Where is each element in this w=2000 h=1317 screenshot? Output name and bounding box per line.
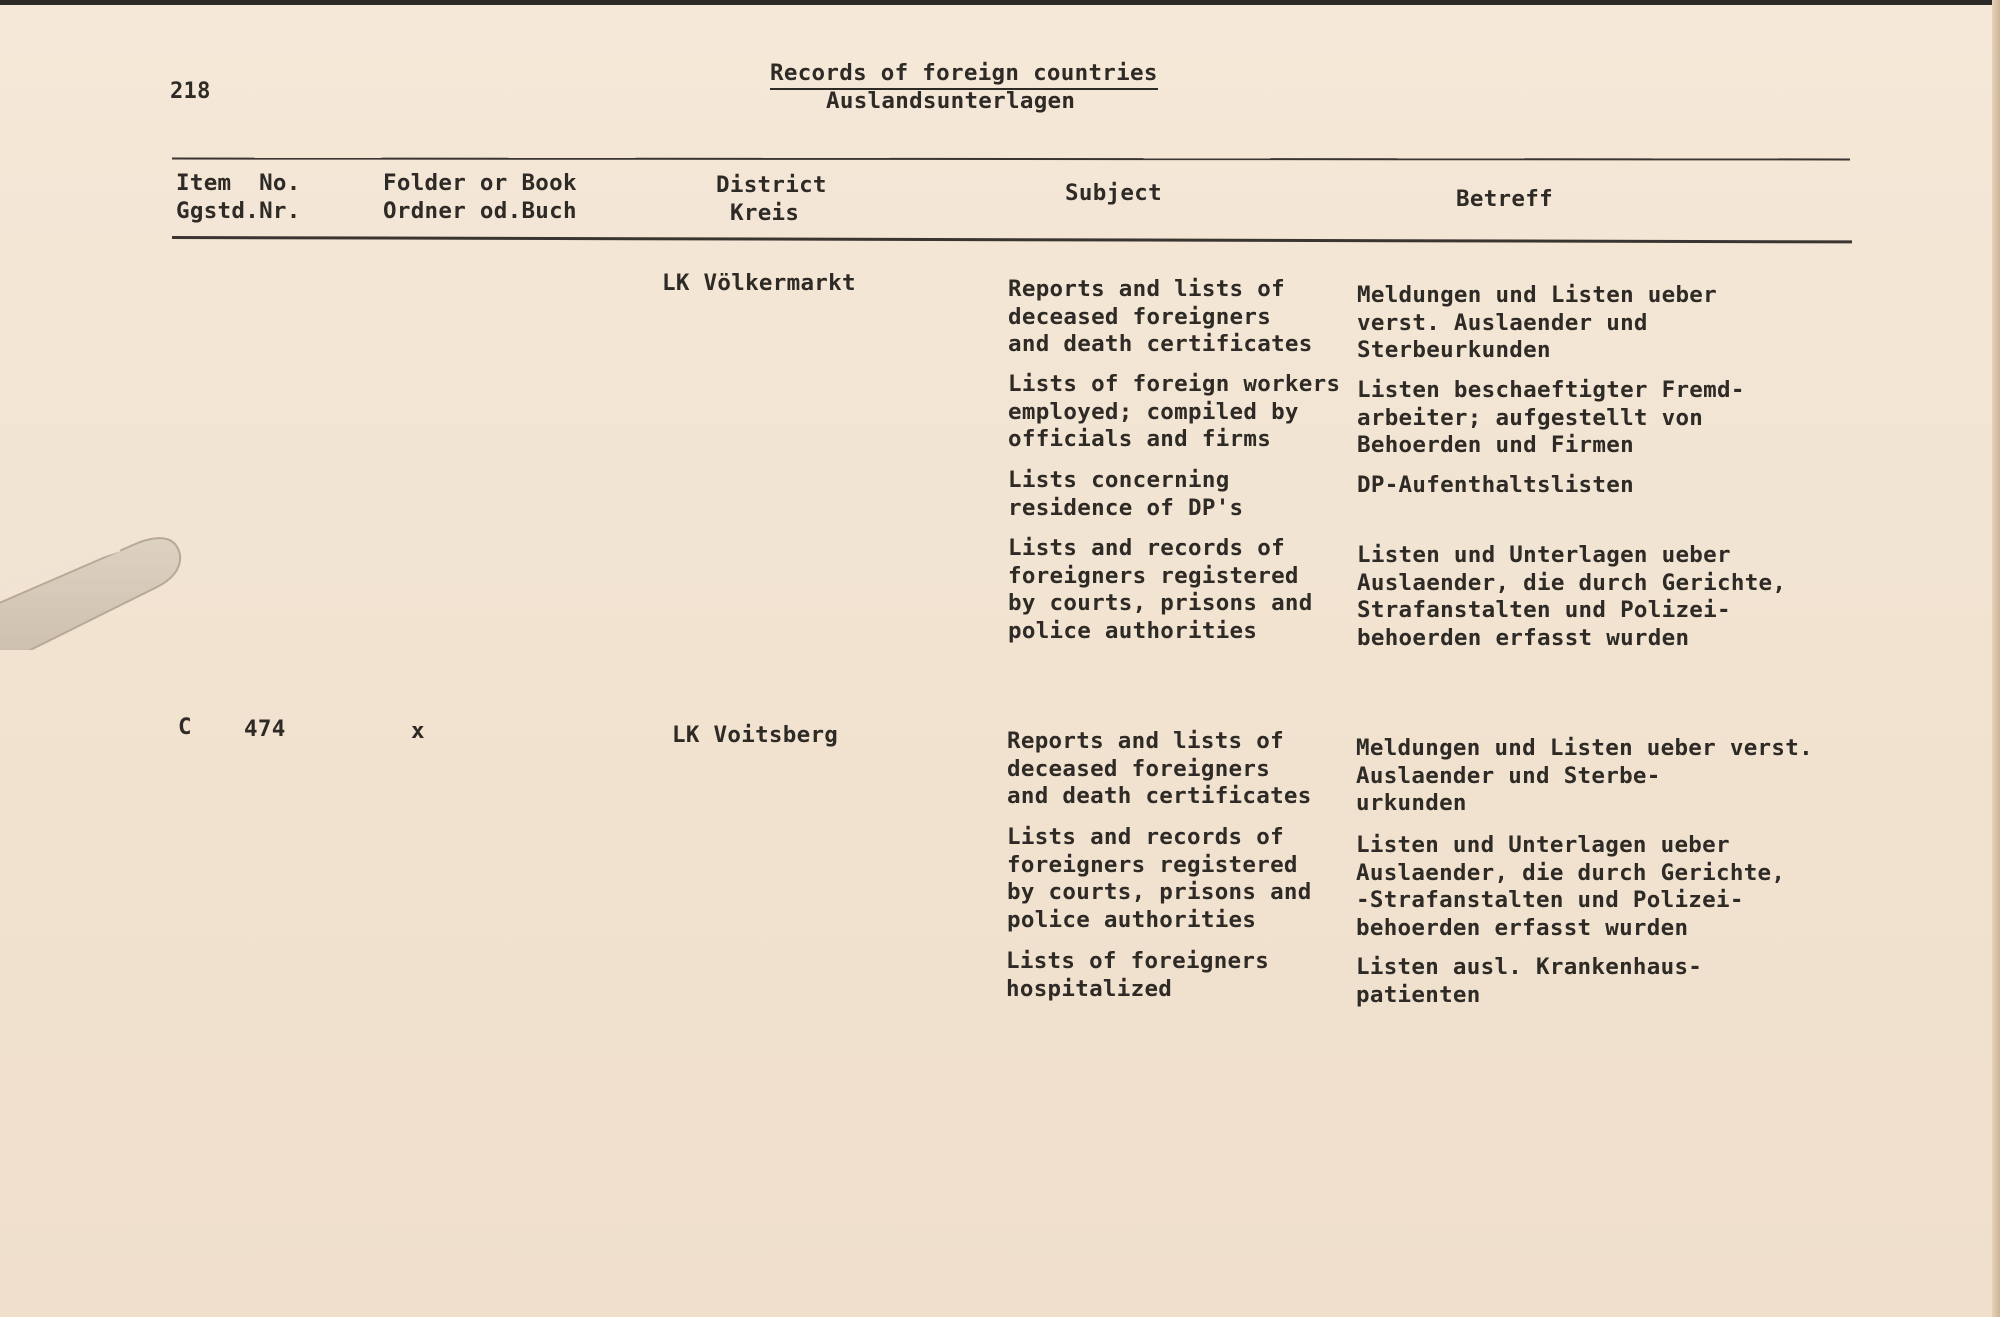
subject-cell: Reports and lists of deceased foreigners and death certificates xyxy=(1007,728,1312,809)
betreff-cell: Listen und Unterlagen ueber Auslaender, die durch Gerichte, Strafanstalten und Polizei- behoerden erfasst wurden xyxy=(1357,542,1787,651)
subject-cell: Lists of foreigners hospitalized xyxy=(1006,948,1270,1002)
district-cell: LK Völkermarkt xyxy=(662,270,856,296)
subject-cell: Lists and records of foreigners registered by courts, prisons and police authorities xyxy=(1008,535,1313,644)
page-title: Records of foreign countries xyxy=(770,60,1158,90)
clip-shadow-graphic xyxy=(0,530,240,650)
district-cell: LK Voitsberg xyxy=(672,722,839,748)
folder-mark: x xyxy=(411,718,425,744)
header-top-rule xyxy=(172,158,1850,161)
page-number: 218 xyxy=(170,79,211,104)
column-header-district: District Kreis xyxy=(716,172,827,226)
column-header-subject: Subject xyxy=(1065,180,1162,206)
betreff-cell: Meldungen und Listen ueber verst. Auslaender und Sterbeurkunden xyxy=(1357,282,1717,363)
header-bottom-rule xyxy=(172,236,1852,243)
subject-cell: Reports and lists of deceased foreigners and death certificates xyxy=(1008,276,1313,357)
page-right-edge xyxy=(1992,0,2000,1317)
column-header-betreff: Betreff xyxy=(1456,186,1553,212)
betreff-cell: Listen und Unterlagen ueber Auslaender, die durch Gerichte, -Strafanstalten und Polizei- behoerden erfasst wurden xyxy=(1356,832,1786,941)
page-top-edge xyxy=(0,0,2000,5)
betreff-cell: Meldungen und Listen ueber verst. Auslaender und Sterbe- urkunden xyxy=(1356,735,1813,816)
subject-cell: Lists concerning residence of DP's xyxy=(1008,467,1244,521)
column-header-item: Item No. Ggstd.Nr. xyxy=(176,170,301,224)
item-letter: C xyxy=(178,714,192,740)
betreff-cell: Listen beschaeftigter Fremd- arbeiter; aufgestellt von Behoerden und Firmen xyxy=(1357,377,1745,458)
subject-cell: Lists of foreign workers employed; compiled by officials and firms xyxy=(1008,371,1341,452)
betreff-cell: Listen ausl. Krankenhaus- patienten xyxy=(1356,954,1703,1008)
subject-cell: Lists and records of foreigners registered by courts, prisons and police authorities xyxy=(1007,824,1312,933)
column-header-folder: Folder or Book Ordner od.Buch xyxy=(383,170,577,224)
betreff-cell: DP-Aufenthaltslisten xyxy=(1357,472,1634,498)
item-number: 474 xyxy=(244,716,286,742)
page-subtitle: Auslandsunterlagen xyxy=(826,88,1076,114)
